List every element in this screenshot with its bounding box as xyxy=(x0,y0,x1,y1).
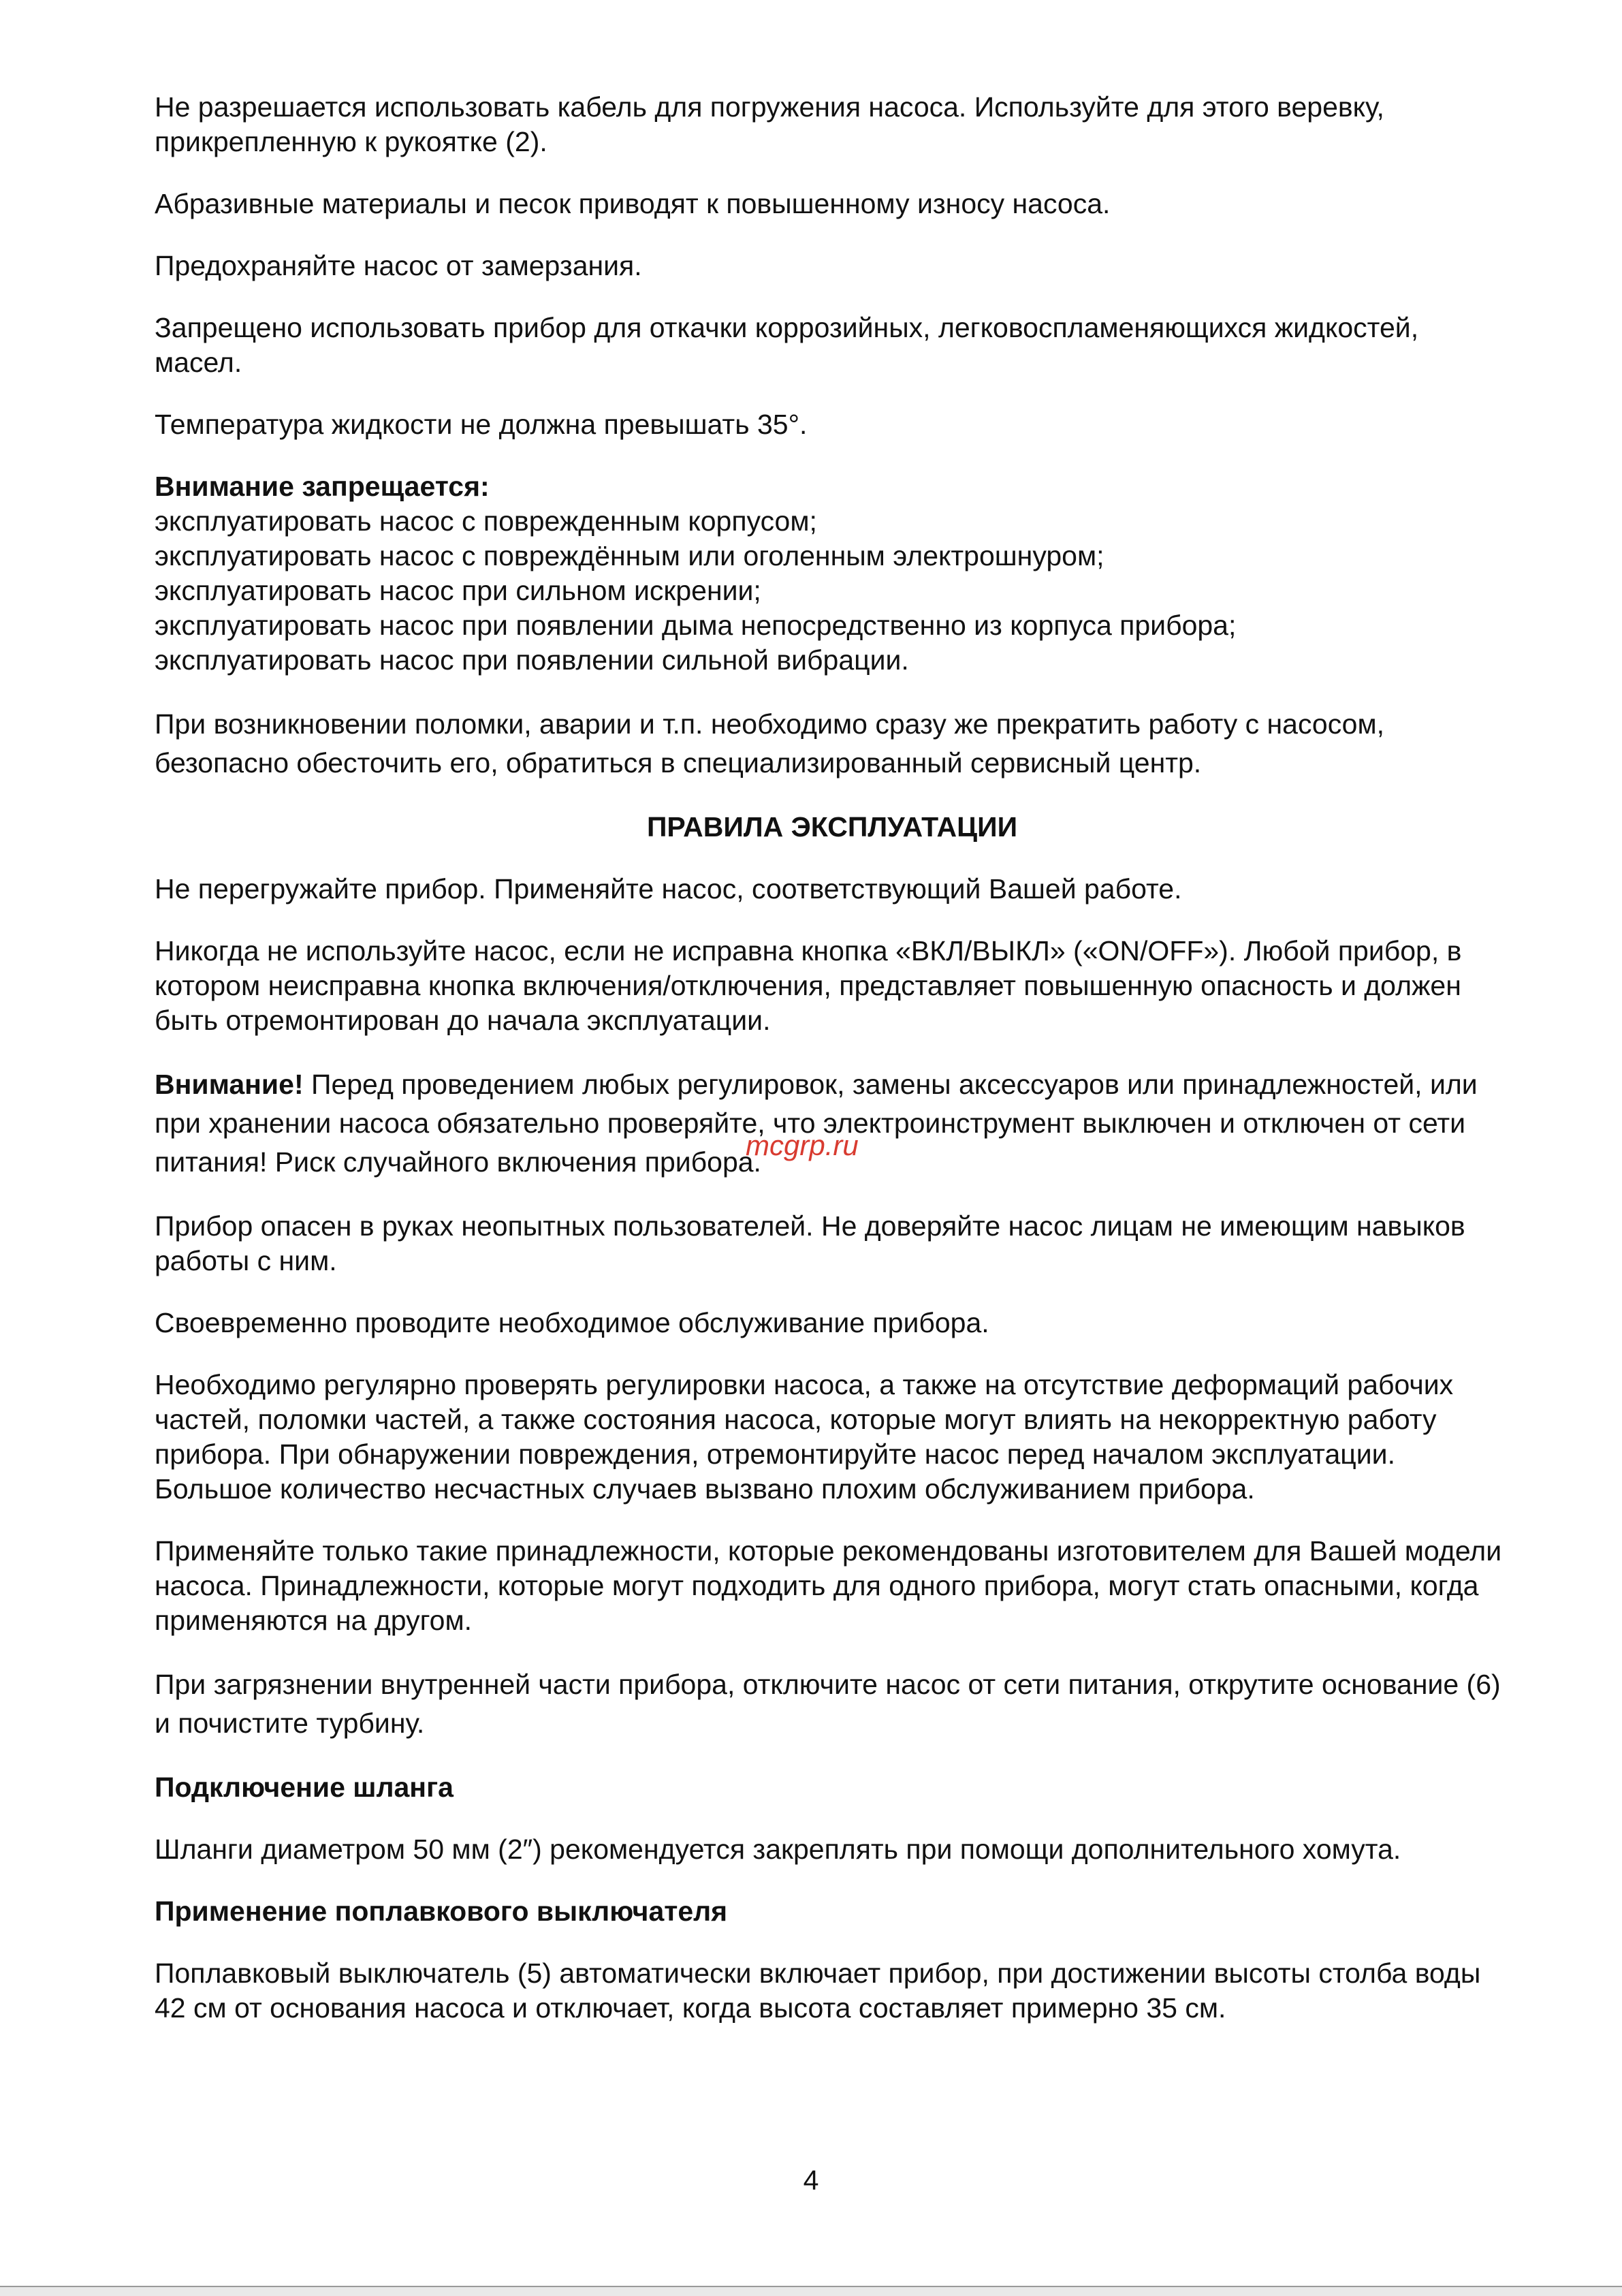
prohibited-item: эксплуатировать насос при появлении дыма непосредственно из корпуса прибора; xyxy=(155,610,1237,641)
paragraph-temperature: Температура жидкости не должна превышать 35°. xyxy=(155,409,808,440)
prohibited-item: эксплуатировать насос с поврежденным корпусом; xyxy=(155,505,817,537)
prohibited-item: эксплуатировать насос с повреждённым или оголенным электрошнуром; xyxy=(155,540,1104,571)
document-page xyxy=(155,90,1510,2053)
paragraph-inexperienced: Прибор опасен в руках неопытных пользователей. Не доверяйте насос лицам не имеющим навыков работы с ним. xyxy=(155,1210,1465,1276)
page-number: 4 xyxy=(803,2165,819,2196)
paragraph-freezing: Предохраняйте насос от замерзания. xyxy=(155,250,642,281)
paragraph-switch: Никогда не используйте насос, если не исправна кнопка «ВКЛ/ВЫКЛ» («ON/OFF»). Любой прибор, в котором неисправна кнопка включения/отключения, представляет повышенную опасность и должен быть отремонтирован до начала эксплуатации. xyxy=(155,935,1462,1036)
prohibited-item: эксплуатировать насос при появлении сильной вибрации. xyxy=(155,644,909,676)
paragraph-abrasives: Абразивные материалы и песок приводят к повышенному износу насоса. xyxy=(155,188,1111,219)
paragraph-inspection: Необходимо регулярно проверять регулировки насоса, а также на отсутствие деформаций рабочих частей, поломки частей, а также состояния насоса, которые могут влиять на некорректную работу прибора. При обнаружении повреждения, отремонтируйте насос перед началом эксплуатации. Большое количество несчастных случаев вызвано плохим обслуживанием прибора. xyxy=(155,1369,1454,1505)
paragraph-cable: Не разрешается использовать кабель для погружения насоса. Используйте для этого веревку, прикрепленную к рукоятке (2). xyxy=(155,91,1384,157)
warning-label: Внимание! xyxy=(155,1069,304,1100)
paragraph-float-switch: Поплавковый выключатель (5) автоматически включает прибор, при достижении высоты столба воды 42 см от основания насоса и отключает, когда высота составляет примерно 35 см. xyxy=(155,1957,1481,2024)
section-heading-rules: ПРАВИЛА ЭКСПЛУАТАЦИИ xyxy=(646,811,1018,843)
subheading-hose: Подключение шланга xyxy=(155,1772,454,1803)
prohibited-item: эксплуатировать насос при сильном искрении; xyxy=(155,575,761,606)
paragraph-maintenance: Своевременно проводите необходимое обслуживание прибора. xyxy=(155,1307,989,1338)
paragraph-corrosive: Запрещено использовать прибор для откачки коррозийных, легковоспламеняющихся жидкостей, масел. xyxy=(155,312,1419,378)
paragraph-warning xyxy=(155,1065,1510,1182)
warning-text: Перед проведением любых регулировок, замены аксессуаров или принадлежностей, или при хранении насоса обязательно проверяйте, что электроинструмент выключен и отключен от сети питания! Риск случайного включения прибора. xyxy=(155,1069,1478,1178)
prohibited-block xyxy=(155,469,1510,678)
paragraph-breakdown: При возникновении поломки, аварии и т.п. необходимо сразу же прекратить работу с насосом, безопасно обесточить его, обратиться в специализированный сервисный центр. xyxy=(155,708,1385,779)
paragraph-overload: Не перегружайте прибор. Применяйте насос, соответствующий Вашей работе. xyxy=(155,873,1182,905)
paragraph-cleaning: При загрязнении внутренней части прибора, отключите насос от сети питания, открутите основание (6) и почистите турбину. xyxy=(155,1669,1501,1739)
paragraph-accessories: Применяйте только такие принадлежности, которые рекомендованы изготовителем для Вашей модели насоса. Принадлежности, которые могут подходить для одного прибора, могут стать опасными, когда применяются на другом. xyxy=(155,1535,1502,1636)
prohibited-title: Внимание запрещается: xyxy=(155,471,490,502)
watermark: mcgrp.ru xyxy=(746,1129,859,1161)
subheading-float-switch: Применение поплавкового выключателя xyxy=(155,1896,728,1927)
paragraph-hose: Шланги диаметром 50 мм (2″) рекомендуется закреплять при помощи дополнительного хомута. xyxy=(155,1834,1401,1865)
